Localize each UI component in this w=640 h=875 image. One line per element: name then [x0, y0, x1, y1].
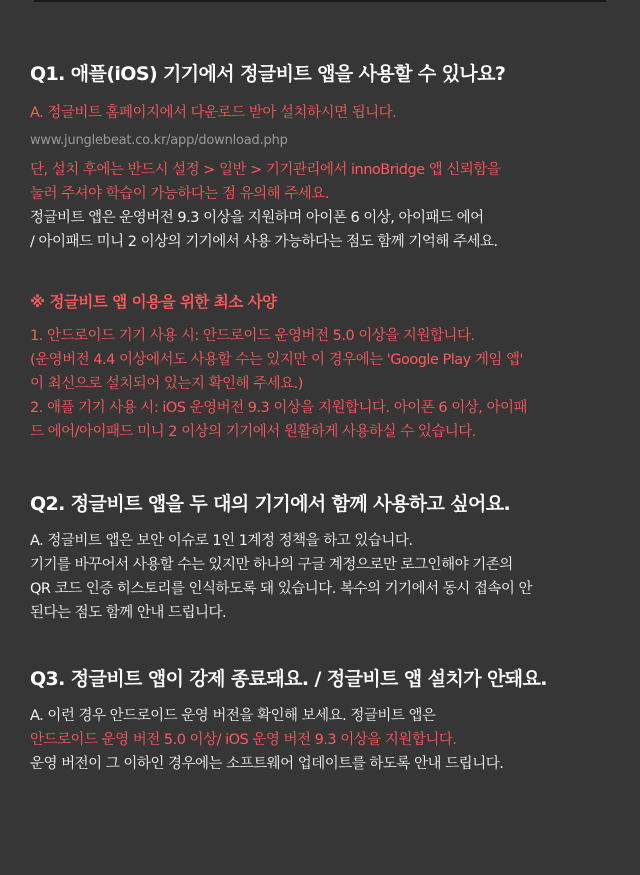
q1-title: Q1. 애플(iOS) 기기에서 정글비트 앱을 사용할 수 있나요?	[30, 63, 506, 85]
q3-answer-line-3: 운영 버전이 그 이하인 경우에는 소프트웨어 업데이트를 하도록 안내 드립니다.	[30, 756, 504, 772]
top-divider	[34, 0, 606, 2]
min-spec-line-1: 1. 안드로이드 기기 사용 시: 안드로이드 운영버전 5.0 이상을 지원합니다.	[30, 328, 475, 344]
min-spec-line-2: (운영버전 4.4 이상에서도 사용할 수는 있지만 이 경우에는 'Google Play 게임 앱'	[30, 352, 523, 368]
faq-q3	[30, 663, 620, 776]
q1-note-line-1: 단, 설치 후에는 반드시 설정 > 일반 > 기기관리에서 innoBridge 앱 신뢰함을	[30, 162, 501, 178]
faq-q2	[30, 488, 620, 625]
q1-support-line-2: / 아이패드 미니 2 이상의 기기에서 사용 가능하다는 점도 함께 기억해 주세요.	[30, 234, 498, 250]
min-spec-title: ※ 정글비트 앱 이용을 위한 최소 사양	[30, 293, 277, 311]
q1-answer: A. 정글비트 홈페이지에서 다운로드 받아 설치하시면 됩니다.	[30, 105, 397, 121]
q1-support-line-1: 정글비트 앱은 운영버전 9.3 이상을 지원하며 아이폰 6 이상, 아이패드 에어	[30, 210, 484, 226]
q3-answer-line-2: 안드로이드 운영 버전 5.0 이상/ iOS 운영 버전 9.3 이상을 지원합니다.	[30, 732, 457, 748]
q2-answer-line-4: 된다는 점도 함께 안내 드립니다.	[30, 605, 227, 621]
min-spec-section	[30, 289, 620, 444]
q2-answer-line-3: QR 코드 인증 히스토리를 인식하도록 돼 있습니다. 복수의 기기에서 동시 접속이 안	[30, 581, 533, 597]
q2-answer-line-2: 기기를 바꾸어서 사용할 수는 있지만 하나의 구글 계정으로만 로그인해야 기존의	[30, 557, 513, 573]
q2-title: Q2. 정글비트 앱을 두 대의 기기에서 함께 사용하고 싶어요.	[30, 493, 511, 515]
q1-note-line-2: 눌러 주셔야 학습이 가능하다는 점 유의해 주세요.	[30, 186, 329, 202]
min-spec-line-3: 이 최신으로 설치되어 있는지 확인해 주세요.)	[30, 376, 303, 392]
q3-title: Q3. 정글비트 앱이 강제 종료돼요. / 정글비트 앱 설치가 안돼요.	[30, 668, 547, 690]
faq-content	[30, 58, 620, 776]
q1-download-url[interactable]: www.junglebeat.co.kr/app/download.php	[30, 133, 288, 148]
q2-answer-line-1: A. 정글비트 앱은 보안 이슈로 1인 1계정 정책을 하고 있습니다.	[30, 533, 413, 549]
q3-answer-line-1: A. 이런 경우 안드로이드 운영 버전을 확인해 보세요. 정글비트 앱은	[30, 708, 436, 724]
min-spec-line-4: 2. 애플 기기 사용 시: iOS 운영버전 9.3 이상을 지원합니다. 아이폰 6 이상, 아이패	[30, 400, 527, 416]
min-spec-line-5: 드 에어/아이패드 미니 2 이상의 기기에서 원활하게 사용하실 수 있습니다.	[30, 424, 476, 440]
faq-q1	[30, 58, 620, 254]
